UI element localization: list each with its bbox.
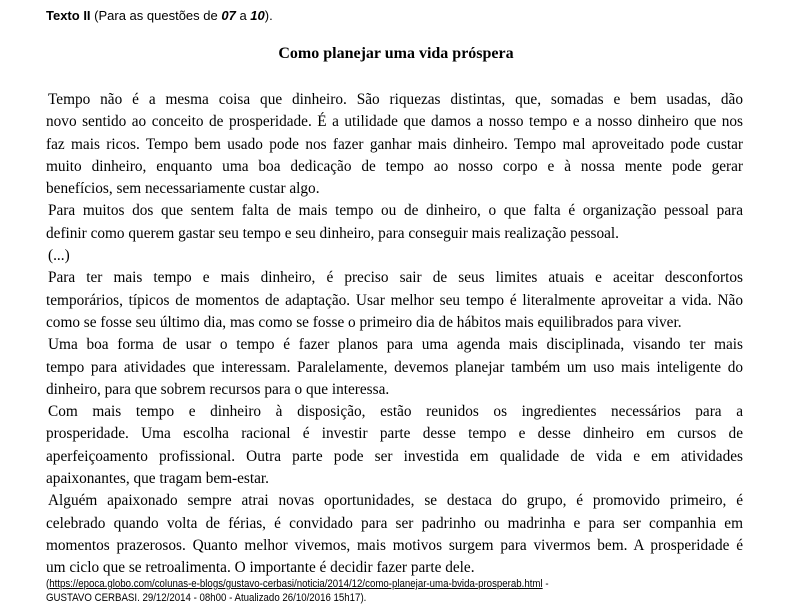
article-title: Como planejar uma vida próspera — [278, 45, 514, 62]
article-line: como se fosse seu último dia, mas como se fosse o primeiro dia de hábitos mais equilibrados para viver. — [46, 313, 682, 331]
text-label: Texto II — [46, 8, 91, 23]
article-line: temporários, típicos de momentos de adaptação. Usar melhor seu tempo é literalmente aproveitar a vida. Não — [46, 291, 743, 309]
article-line: muito dinheiro, enquanto uma boa dedicação de tempo ao nosso corpo e à nossa mente pode gerar — [46, 157, 743, 175]
article-line: benefícios, sem necessariamente custar algo. — [46, 180, 320, 198]
article-line: definir como querem gastar seu tempo e seu dinheiro, para conseguir mais realização pessoal. — [46, 224, 619, 242]
source-citation — [46, 577, 741, 605]
article-line: tempo para atividades que interessam. Paralelamente, devemos planejar também um uso mais inteligente do — [46, 358, 743, 376]
source-link[interactable]: https://epoca.globo.com/colunas-e-blogs/gustavo-cerbasi/noticia/2014/12/como-planejar-uma-bvida-prosperab.html — [49, 578, 543, 590]
article-line: Para ter mais tempo e mais dinheiro, é preciso sair de seus limites atuais e aceitar desconfortos — [48, 269, 743, 287]
heading-note-suffix: ). — [264, 8, 273, 23]
heading-note-prefix: (Para as questões de — [90, 8, 222, 23]
article-line: novo sentido ao conceito de prosperidade. É a utilidade que damos a nosso tempo e a nosso dinheiro que nos — [46, 113, 743, 131]
article-line: dinheiro, para que sobrem recursos para o que interessa. — [46, 380, 390, 398]
article-line: aperfeiçoamento profissional. Outra parte pode ser investida em qualidade de vida e em atividades — [46, 447, 743, 465]
article-line: Uma boa forma de usar o tempo é fazer planos para uma agenda mais disciplinada, visando ter mais — [48, 336, 743, 354]
source-open: ( — [46, 578, 50, 590]
question-to: 10 — [250, 8, 265, 23]
article-line: um ciclo que se retroalimenta. O importante é decidir fazer parte dele. — [46, 559, 475, 577]
article-line: apaixonantes, que tragam bem-estar. — [46, 470, 269, 488]
article-line: Para muitos dos que sentem falta de mais tempo ou de dinheiro, o que falta é organização pessoal para — [48, 202, 743, 220]
text-heading — [46, 7, 746, 25]
article-line: Tempo não é a mesma coisa que dinheiro. São riquezas distintas, que, somadas e bem usadas, dão — [48, 91, 743, 108]
article-line: (...) — [48, 247, 70, 265]
article-line: celebrado quando volta de férias, é convidado para ser padrinho ou madrinha e para ser companhia em — [46, 514, 743, 532]
article-line: Alguém apaixonado sempre atrai novas oportunidades, se destaca do grupo, é promovido primeiro, é — [48, 492, 743, 510]
question-from: 07 — [221, 8, 236, 23]
source-credit: GUSTAVO CERBASI. 29/12/2014 - 08h00 - Atualizado 26/10/2016 15h17). — [46, 592, 367, 604]
article-line: momentos prazerosos. Quanto melhor vivemos, mais motivos surgem para vivermos bem. A prosperidade é — [46, 536, 743, 554]
source-sep: - — [542, 578, 549, 590]
article-line: Com mais tempo e dinheiro à disposição, estão reunidos os ingredientes necessários para a — [48, 403, 743, 421]
article-body — [46, 89, 743, 580]
article-line: prosperidade. Uma escolha racional é investir parte desse tempo e desse dinheiro em cursos de — [46, 425, 743, 443]
article-line: faz mais ricos. Tempo bem usado pode nos fazer ganhar mais dinheiro. Tempo mal aproveitado pode custar — [46, 135, 743, 153]
heading-note-mid: a — [235, 8, 251, 23]
